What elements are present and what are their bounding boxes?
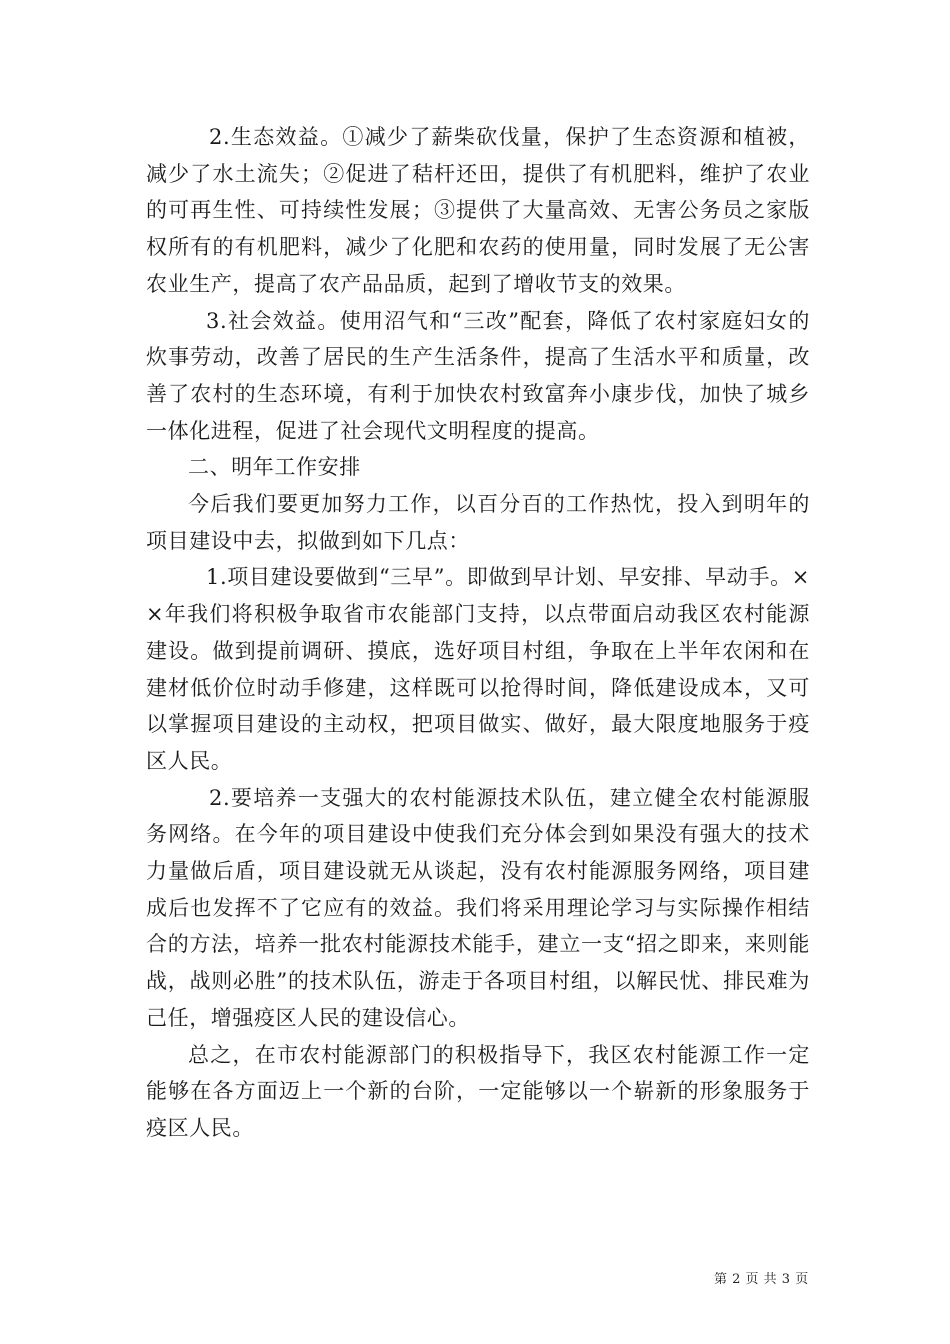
- paragraph-plan-item-1: 1.项目建设要做到“三早”。即做到早计划、早安排、早动手。××年我们将积极争取省市农能部门支持，以点带面启动我区农村能源建设。做到提前调研、摸底，选好项目村组，争取在上半年农闲和在建材低价位时动手修建，这样既可以抢得时间，降低建设成本，又可以掌握项目建设的主动权，把项目做实、做好，最大限度地服务于疫区人民。: [146, 565, 810, 773]
- paragraph-ecological-benefit: 2.生态效益。①减少了薪柴砍伐量，保护了生态资源和植被，减少了水土流失；②促进了秸杆还田，提供了有机肥料，维护了农业的可再生性、可持续性发展；③提供了大量高效、无害公务员之家版权所有的有机肥料，减少了化肥和农药的使用量，同时发展了无公害农业生产，提高了农产品品质，起到了增收节支的效果。: [146, 125, 810, 296]
- paragraph-social-benefit: 3.社会效益。使用沼气和“三改”配套，降低了农村家庭妇女的炊事劳动，改善了居民的生产生活条件，提高了生活水平和质量，改善了农村的生态环境，有利于加快农村致富奔小康步伐，加快了城乡一体化进程，促进了社会现代文明程度的提高。: [146, 308, 810, 443]
- document-body: [146, 119, 810, 1147]
- page-number-footer: 第 2 页 共 3 页: [714, 1272, 809, 1287]
- paragraph-conclusion: 总之，在市农村能源部门的积极指导下，我区农村能源工作一定能够在各方面迈上一个新的台阶，一定能够以一个崭新的形象服务于疫区人民。: [146, 1042, 810, 1140]
- paragraph-plan-item-2: 2.要培养一支强大的农村能源技术队伍，建立健全农村能源服务网络。在今年的项目建设中使我们充分体会到如果没有强大的技术力量做后盾，项目建设就无从谈起，没有农村能源服务网络，项目建成后也发挥不了它应有的效益。我们将采用理论学习与实际操作相结合的方法，培养一批农村能源技术能手，建立一支“招之即来，来则能战，战则必胜”的技术队伍，游走于各项目村组，以解民忧、排民难为己任，增强疫区人民的建设信心。: [146, 785, 810, 1030]
- paragraph-intro-plan: 今后我们要更加努力工作，以百分百的工作热忱，投入到明年的项目建设中去，拟做到如下几点：: [146, 492, 810, 553]
- section-heading-next-year-plan: 二、明年工作安排: [188, 455, 361, 480]
